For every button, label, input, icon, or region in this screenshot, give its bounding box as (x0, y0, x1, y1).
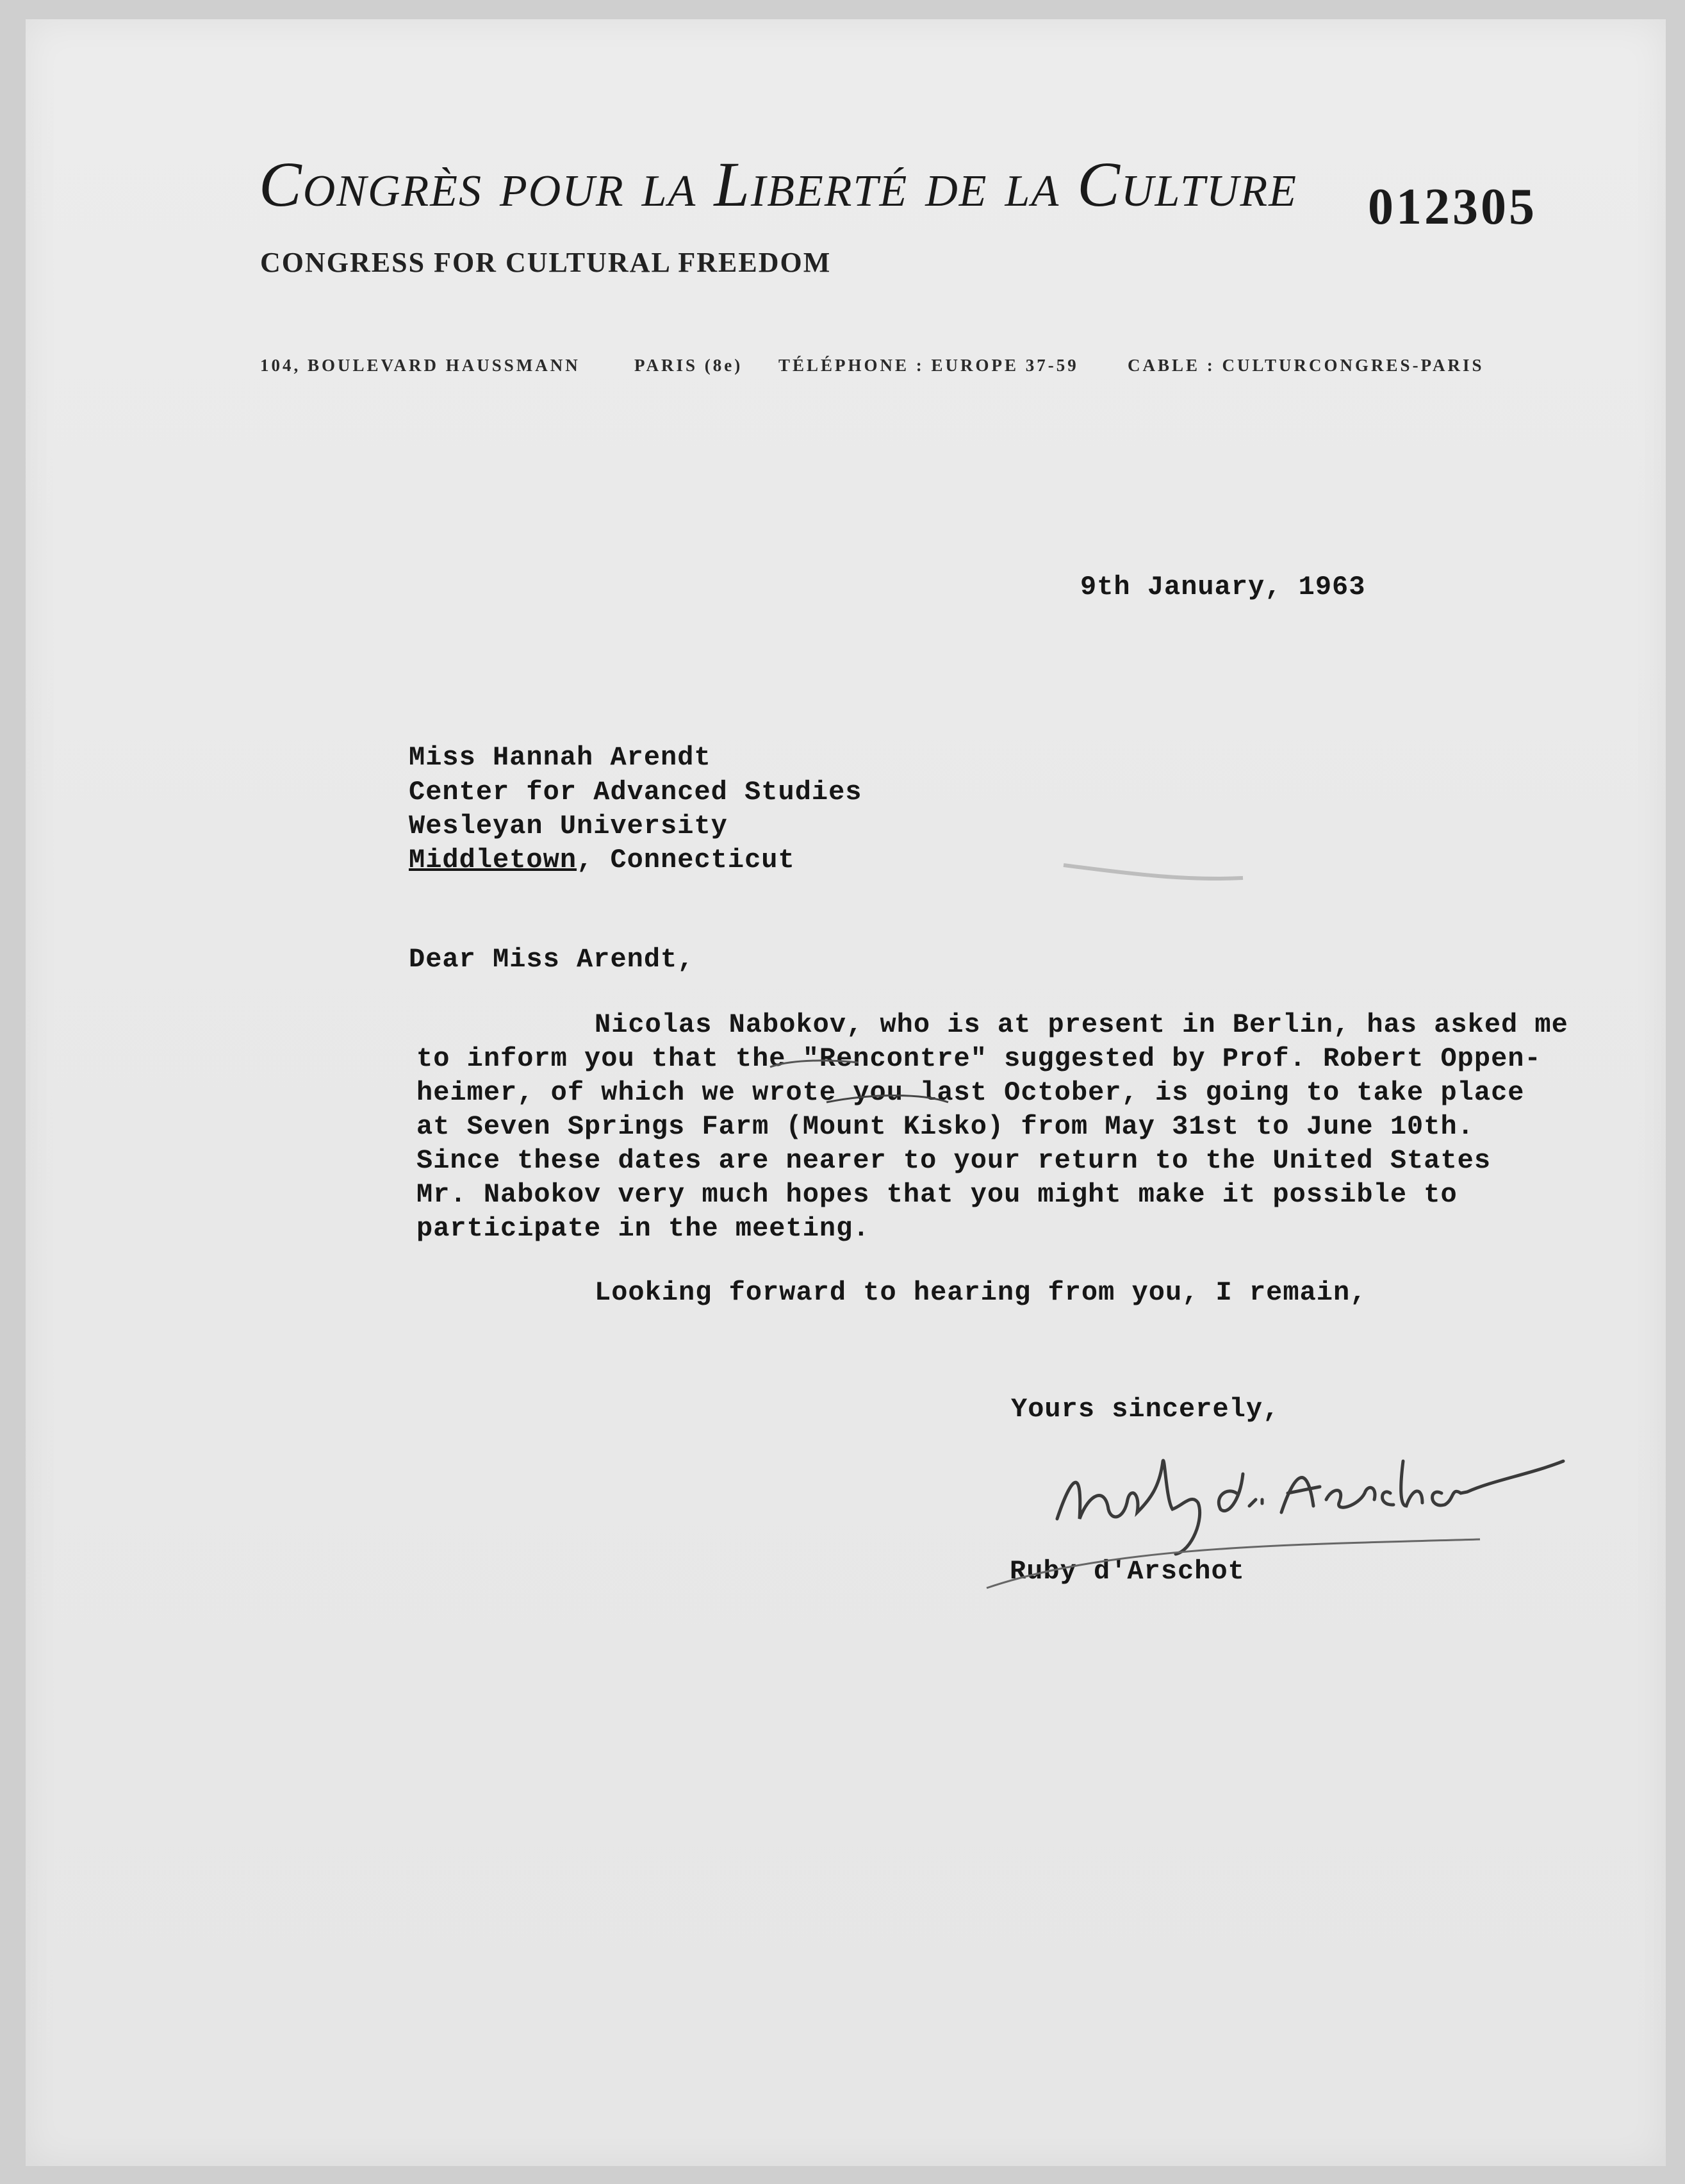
handwritten-signature (1044, 1423, 1576, 1570)
letterhead-name-french: Congrès pour la Liberté de la Culture (259, 149, 1297, 220)
recipient-location (409, 845, 795, 875)
letterhead-telephone: TÉLÉPHONE : EUROPE 37-59 (778, 356, 1079, 375)
body-line: participate in the meeting. (416, 1213, 870, 1244)
letterhead-city: PARIS (8e) (634, 356, 743, 375)
recipient-state: , Connecticut (577, 845, 795, 875)
letterhead-name-english: CONGRESS FOR CULTURAL FREEDOM (260, 247, 832, 278)
letter-page (26, 19, 1666, 2166)
body-line: to inform you that the "Rencontre" suggested by Prof. Robert Oppen- (416, 1043, 1541, 1074)
body-line: at Seven Springs Farm (Mount Kisko) from May 31st to June 10th. (416, 1111, 1474, 1142)
body-line: Since these dates are nearer to your return to the United States (416, 1145, 1492, 1176)
body-line: heimer, of which we wrote you last October, is going to take place (416, 1077, 1525, 1108)
recipient-university: Wesleyan University (409, 811, 728, 841)
recipient-city: Middletown (409, 845, 577, 875)
body-line: Nicolas Nabokov, who is at present in Berlin, has asked me (595, 1009, 1568, 1040)
letterhead-address: 104, BOULEVARD HAUSSMANN (260, 356, 580, 375)
closing-line: Looking forward to hearing from you, I remain, (595, 1277, 1367, 1308)
valediction: Yours sincerely, (1011, 1394, 1280, 1425)
recipient-institution: Center for Advanced Studies (409, 777, 862, 807)
body-line: Mr. Nabokov very much hopes that you might make it possible to (416, 1179, 1458, 1210)
letter-date: 9th January, 1963 (1080, 572, 1366, 602)
recipient-name: Miss Hannah Arendt (409, 742, 711, 773)
letterhead-cable: CABLE : CULTURCONGRES-PARIS (1128, 356, 1484, 375)
signer-name: Ruby d'Arschot (1010, 1556, 1245, 1587)
document-number-stamp: 012305 (1368, 179, 1537, 235)
salutation: Dear Miss Arendt, (409, 944, 695, 975)
